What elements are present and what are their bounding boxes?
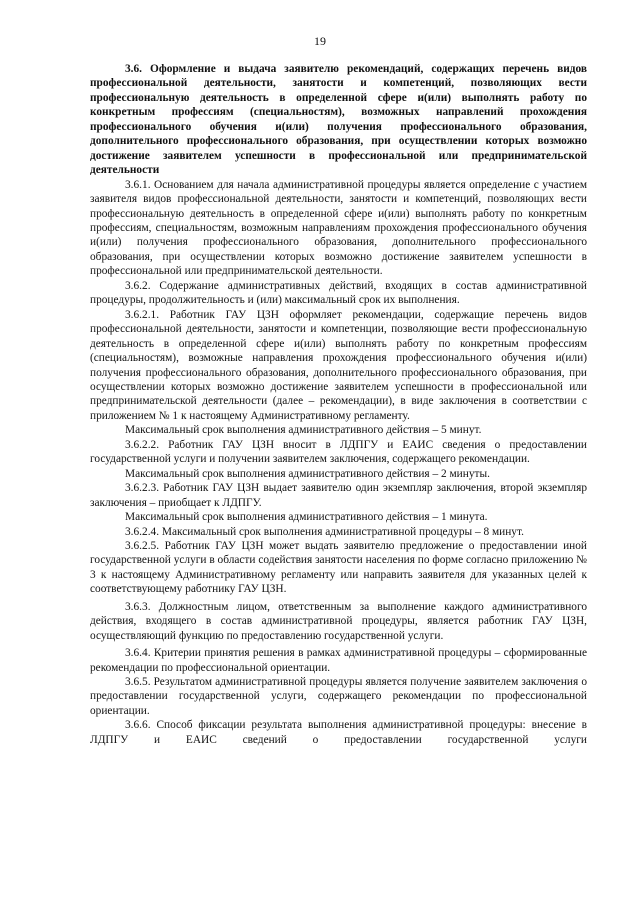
section-heading: 3.6. Оформление и выдача заявителю рекомендаций, содержащих перечень видов профессиональной деятельности, занятости и компетенций, позволяющих вести профессиональную деятельность в определенной сфере и(или) выполнять работу по конкретным профессиям (специальностям), возможных направлений прохождения профессионального обучения и(или) получения профессионального образования, дополнительного профессионального образования, при осуществлении которых возможно достижение заявителем успешности в профессиональной или предпринимательской деятельности bbox=[90, 63, 587, 177]
paragraph-max-time-2: Максимальный срок выполнения административного действия – 2 минуты. bbox=[125, 467, 490, 480]
paragraph-3-6-3: 3.6.3. Должностным лицом, ответственным за выполнение каждого административного действия, входящего в состав административной процедуры, является работник ГАУ ЦЗН, осуществляющий функцию по предоставлению государственной услуги. bbox=[90, 600, 587, 642]
page-number: 19 bbox=[314, 34, 326, 48]
paragraph-3-6-6: 3.6.6. Способ фиксации результата выполнения административной процедуры: внесение в ЛДПГУ и ЕАИС сведений о предоставлении государственной услуги bbox=[90, 719, 587, 746]
paragraph-max-time-1: Максимальный срок выполнения административного действия – 1 минута. bbox=[125, 511, 488, 524]
paragraph-3-6-4: 3.6.4. Критерии принятия решения в рамках административной процедуры – сформированные рекомендации по профессиональной ориентации. bbox=[90, 647, 587, 674]
paragraph-3-6-5: 3.6.5. Результатом административной процедуры является получение заявителем заключения о предоставлении государственной услуги, содержащего рекомендации по профессиональной ориентации. bbox=[90, 676, 587, 717]
paragraph-3-6-2-4: 3.6.2.4. Максимальный срок выполнения административной процедуры – 8 минут. bbox=[125, 525, 524, 538]
paragraph-3-6-2-1: 3.6.2.1. Работник ГАУ ЦЗН оформляет рекомендации, содержащие перечень видов профессиональной деятельности, занятости и компетенции, позволяющие вести профессиональную деятельность в определенной сфере и(или) выполнять работу по конкретным профессиям (специальностям), возможные направления прохождения профессионального обучения и(или) получения профессионального образования, дополнительного профессионального образования, при осуществлении которых возможно достижение заявителем успешности в профессиональной или предпринимательской деятельности (далее – рекомендации), в виде заключения в соответствии с приложением № 1 к настоящему Административному регламенту. bbox=[90, 308, 587, 422]
paragraph-3-6-2: 3.6.2. Содержание административных действий, входящих в состав административной процедуры, продолжительность и (или) максимальный срок их выполнения. bbox=[90, 279, 587, 307]
paragraph-max-time-5: Максимальный срок выполнения административного действия – 5 минут. bbox=[125, 424, 482, 437]
paragraph-3-6-1: 3.6.1. Основанием для начала административной процедуры является определение с участием заявителя видов профессиональной деятельности, занятости и компетенций, позволяющих вести профессиональную деятельность в определенной сфере и(или) выполнять работу по конкретным профессиям, специальностям, возможным направлениям прохождения профессионального обучения и(или) получения профессионального образования, дополнительного профессионального образования, при осуществлении которых возможно достижение заявителем успешности в профессиональной или предпринимательской деятельности. bbox=[90, 178, 587, 278]
paragraph-3-6-2-5: 3.6.2.5. Работник ГАУ ЦЗН может выдать заявителю предложение о предоставлении иной государственной услуги в области содействия занятости населения по форме согласно приложению № 3 к настоящему Административному регламенту или направить заявителя для указанных целей к соответствующему работнику ГАУ ЦЗН. bbox=[90, 539, 587, 596]
paragraph-3-6-2-3: 3.6.2.3. Работник ГАУ ЦЗН выдает заявителю один экземпляр заключения, второй экземпляр заключения – приобщает к ЛДПГУ. bbox=[90, 482, 587, 509]
document-body bbox=[90, 62, 587, 747]
paragraph-3-6-2-2: 3.6.2.2. Работник ГАУ ЦЗН вносит в ЛДПГУ и ЕАИС сведения о предоставлении государственной услуги и получении заявителем заключения, содержащего рекомендации. bbox=[90, 438, 587, 466]
